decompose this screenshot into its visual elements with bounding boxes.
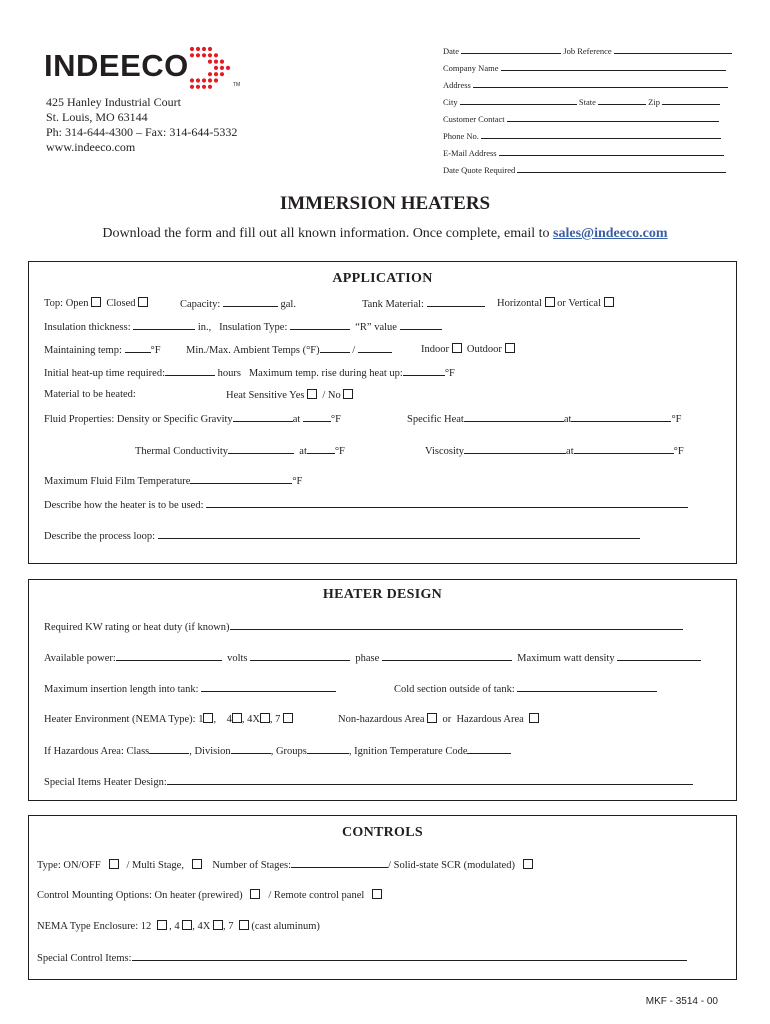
row-special-control: [37, 951, 687, 964]
date-label: Date: [443, 46, 460, 56]
groups-label: , Groups: [270, 746, 307, 757]
hazardous-checkbox[interactable]: [529, 713, 539, 723]
thermal-conductivity-field[interactable]: [228, 444, 294, 454]
r-value-field[interactable]: [400, 320, 442, 330]
company-website: www.indeeco.com: [46, 140, 136, 154]
max-insertion-label: Maximum insertion length into tank:: [44, 684, 199, 695]
or-label: or: [442, 714, 452, 725]
logo-wordmark: INDEECO: [44, 48, 189, 83]
enclosure-7-label: , 7: [222, 921, 234, 932]
city-label: City: [443, 97, 458, 107]
logo-dot: [208, 53, 212, 57]
row-available-power: [44, 651, 701, 664]
row-heat-sensitive: [226, 389, 353, 401]
special-control-field[interactable]: [132, 951, 687, 961]
row-control-type: [37, 858, 533, 871]
date-field[interactable]: [461, 45, 561, 54]
describe-loop-label: Describe the process loop:: [44, 531, 156, 542]
max-film-temp-label: Maximum Fluid Film Temperature: [44, 476, 191, 487]
page-title: IMMERSION HEATERS: [279, 193, 491, 214]
control-mounting-label: Control Mounting Options: On heater (prewired): [37, 890, 243, 901]
heat-sensitive-yes-checkbox[interactable]: [307, 389, 317, 399]
class-field[interactable]: [149, 744, 189, 754]
indeeco-logo: [44, 42, 244, 92]
row-material: [44, 389, 136, 400]
company-phone-fax: Ph: 314-644-4300 – Fax: 314-644-5332: [46, 125, 238, 139]
header-row-phone: [443, 130, 721, 141]
ignition-temp-code-label: , Ignition Temperature Code: [348, 746, 468, 757]
row-special-items: [44, 775, 693, 788]
number-of-stages-label: Number of Stages:: [212, 860, 292, 871]
deg-f-label: °F: [330, 414, 341, 425]
deg-f-label: °F: [671, 414, 682, 425]
zip-label: Zip: [648, 97, 660, 107]
nema-7-checkbox[interactable]: [283, 713, 293, 723]
outdoor-checkbox[interactable]: [505, 343, 515, 353]
logo-dot: [214, 60, 218, 64]
initial-heatup-field[interactable]: [165, 366, 215, 376]
logo-dot: [214, 78, 218, 82]
viscosity-field[interactable]: [464, 444, 566, 454]
header-row-company: [443, 62, 726, 73]
solid-state-label: / Solid-state SCR (modulated): [388, 860, 515, 871]
row-maintaining-temp: [44, 343, 161, 356]
row-control-mounting: [37, 889, 382, 901]
specific-heat-field[interactable]: [464, 412, 564, 422]
logo-dot: [202, 47, 206, 51]
at-label: at: [563, 414, 572, 425]
fluid-properties-label: Fluid Properties: Density or Specific Gravity: [44, 414, 233, 425]
row-indoor-outdoor: [421, 343, 515, 355]
row-enclosure: [37, 920, 320, 932]
logo-dot: [214, 53, 218, 57]
multi-stage-label: / Multi Stage,: [126, 860, 184, 871]
thermal-conductivity-label: Thermal Conductivity: [135, 446, 229, 457]
nema-4-checkbox[interactable]: [232, 713, 242, 723]
row-top-open: [44, 297, 148, 309]
vertical-checkbox[interactable]: [604, 297, 614, 307]
row-tank-material: [362, 297, 485, 310]
hazardous-class-label: If Hazardous Area: Class: [44, 746, 150, 757]
indoor-checkbox[interactable]: [452, 343, 462, 353]
email-address-label: E-Mail Address: [443, 148, 497, 158]
viscosity-temp-field[interactable]: [574, 444, 674, 454]
r-value-label: “R” value: [355, 322, 397, 333]
row-orientation: [497, 297, 614, 309]
city-field[interactable]: [460, 96, 577, 105]
heater-design-heading: HEATER DESIGN: [322, 587, 443, 602]
customer-contact-label: Customer Contact: [443, 114, 505, 124]
nema-enclosure-label: NEMA Type Enclosure: 12: [37, 921, 152, 932]
state-field[interactable]: [598, 96, 646, 105]
cold-section-field[interactable]: [517, 682, 657, 692]
date-quote-required-field[interactable]: [517, 164, 726, 173]
logo-dot: [202, 78, 206, 82]
max-temp-rise-field[interactable]: [403, 366, 445, 376]
nema-4x-label: , 4X: [241, 714, 260, 725]
row-specific-heat: [407, 412, 681, 425]
enclosure-4-checkbox[interactable]: [182, 920, 192, 930]
maintaining-temp-label: Maintaining temp:: [44, 345, 122, 356]
logo-dot: [190, 85, 194, 89]
ambient-min-field[interactable]: [320, 343, 350, 353]
logo-dot: [220, 60, 224, 64]
capacity-field[interactable]: [223, 297, 278, 307]
row-area: [338, 713, 539, 725]
job-reference-field[interactable]: [614, 45, 732, 54]
closed-label: Closed: [106, 298, 136, 309]
email-address-field[interactable]: [499, 147, 724, 156]
indoor-label: Indoor: [421, 344, 449, 355]
application-heading: APPLICATION: [332, 271, 433, 286]
ambient-max-field[interactable]: [358, 343, 392, 353]
row-thermal-conductivity: [135, 444, 345, 457]
non-hazardous-checkbox[interactable]: [427, 713, 437, 723]
kw-rating-label: Required KW rating or heat duty (if known): [44, 622, 230, 633]
number-of-stages-field[interactable]: [291, 858, 388, 868]
row-describe-use: [44, 498, 688, 511]
logo-dot: [214, 72, 218, 76]
date-quote-required-label: Date Quote Required: [443, 165, 516, 175]
closed-checkbox[interactable]: [138, 297, 148, 307]
enclosure-4-label: , 4: [169, 921, 180, 932]
logo-dot: [208, 60, 212, 64]
deg-f-label: °F: [444, 368, 455, 379]
available-power-label: Available power:: [44, 653, 116, 664]
customer-contact-field[interactable]: [507, 113, 719, 122]
row-insertion: [44, 682, 336, 695]
row-cold-section: [394, 682, 657, 695]
row-describe-loop: [44, 529, 640, 542]
tank-material-label: Tank Material:: [362, 299, 424, 310]
specific-heat-label: Specific Heat: [407, 414, 464, 425]
phone-no-label: Phone No.: [443, 131, 479, 141]
solid-state-checkbox[interactable]: [523, 859, 533, 869]
logo-dot: [202, 85, 206, 89]
capacity-label: Capacity:: [180, 299, 221, 310]
insulation-thickness-field[interactable]: [133, 320, 195, 330]
logo-dot-arrow-icon: [188, 45, 241, 91]
deg-f-label: °F: [150, 345, 161, 356]
phase-field[interactable]: [382, 651, 512, 661]
logo-trademark: TM: [233, 82, 241, 88]
describe-loop-field[interactable]: [158, 529, 640, 539]
horizontal-checkbox[interactable]: [545, 297, 555, 307]
groups-field[interactable]: [307, 744, 349, 754]
max-watt-density-label: Maximum watt density: [517, 653, 615, 664]
logo-dot: [196, 78, 200, 82]
ignition-temp-code-field[interactable]: [467, 744, 511, 754]
phase-label: phase: [355, 653, 380, 664]
sales-email-link[interactable]: sales@indeeco.com: [553, 226, 668, 241]
remote-panel-label: / Remote control panel: [268, 890, 365, 901]
slash-label: /: [352, 345, 356, 356]
row-ambient: [186, 343, 392, 356]
header-row-contact: [443, 113, 719, 124]
instructions-text: [0, 226, 770, 242]
header-row-address: [443, 79, 728, 90]
nema-environment-label: Heater Environment (NEMA Type): 1: [44, 714, 204, 725]
row-film-temp: [44, 474, 302, 487]
division-label: , Division: [189, 746, 231, 757]
company-name-label: Company Name: [443, 63, 499, 73]
hazardous-label: Hazardous Area: [456, 714, 524, 725]
logo-dot: [208, 72, 212, 76]
tank-material-field[interactable]: [427, 297, 485, 307]
at-label: at: [292, 414, 301, 425]
row-environment: Heater Environment (NEMA Type): 1 , 4 , 4X , 7: [44, 713, 293, 725]
heat-sensitive-label: Heat Sensitive Yes: [226, 390, 305, 401]
horizontal-label: Horizontal: [497, 298, 542, 309]
describe-use-field[interactable]: [206, 498, 688, 508]
enclosure-4x-checkbox[interactable]: [213, 920, 223, 930]
deg-f-label: °F: [673, 446, 684, 457]
enclosure-4x-label: , 4X: [192, 921, 211, 932]
row-kw-rating: [44, 620, 683, 633]
maintaining-temp-field[interactable]: [125, 343, 151, 353]
logo-dot: [196, 47, 200, 51]
header-row-date: [443, 45, 732, 56]
row-capacity: [180, 297, 296, 310]
heat-sensitive-no-label: / No: [322, 390, 341, 401]
volts-label: volts: [227, 653, 248, 664]
header-row-city: [443, 96, 720, 107]
enclosure-12-checkbox[interactable]: [157, 920, 167, 930]
cast-aluminum-label: (cast aluminum): [251, 921, 320, 932]
company-name-field[interactable]: [501, 62, 726, 71]
at-label: at: [299, 446, 307, 457]
initial-heatup-label: Initial heat-up time required:: [44, 368, 165, 379]
logo-dot: [190, 53, 194, 57]
header-row-date-quote: [443, 164, 726, 175]
address-label: Address: [443, 80, 471, 90]
row-heatup: [44, 366, 455, 379]
logo-dot: [190, 78, 194, 82]
max-temp-rise-label: Maximum temp. rise during heat up:: [248, 368, 403, 379]
job-reference-label: Job Reference: [563, 46, 612, 56]
heat-sensitive-no-checkbox[interactable]: [343, 389, 353, 399]
row-fluid-properties: [44, 412, 341, 425]
nema-1-checkbox[interactable]: [203, 713, 213, 723]
hours-label: hours: [217, 368, 241, 379]
at-label: at: [566, 446, 574, 457]
row-hazardous-class: [44, 744, 511, 757]
special-items-label: Special Items Heater Design:: [44, 777, 167, 788]
special-items-field[interactable]: [167, 775, 693, 785]
logo-dot: [226, 66, 230, 70]
vertical-label: or Vertical: [557, 298, 601, 309]
controls-heading: CONTROLS: [342, 825, 423, 840]
on-off-label: Type: ON/OFF: [37, 860, 101, 871]
max-film-temp-field[interactable]: [190, 474, 292, 484]
logo-dot: [208, 47, 212, 51]
special-control-label: Special Control Items:: [37, 953, 132, 964]
in-label: in.,: [197, 322, 212, 333]
logo-dot: [196, 85, 200, 89]
remote-panel-checkbox[interactable]: [372, 889, 382, 899]
instructions-body: Download the form and fill out all known information. Once complete, email to: [102, 226, 550, 241]
logo-dot: [208, 78, 212, 82]
logo-dot: [190, 47, 194, 51]
row-viscosity: [425, 444, 684, 457]
ambient-temps-label: Min./Max. Ambient Temps (°F): [186, 345, 320, 356]
nema-4x-checkbox[interactable]: [260, 713, 270, 723]
density-temp-field[interactable]: [303, 412, 331, 422]
max-watt-density-field[interactable]: [617, 651, 701, 661]
deg-f-label: °F: [334, 446, 345, 457]
logo-dot: [208, 85, 212, 89]
max-insertion-field[interactable]: [201, 682, 336, 692]
cold-section-label: Cold section outside of tank:: [394, 684, 515, 695]
address-field[interactable]: [473, 79, 728, 88]
state-label: State: [578, 97, 596, 107]
kw-rating-field[interactable]: [230, 620, 683, 630]
outdoor-label: Outdoor: [466, 344, 502, 355]
nema-7-label: , 7: [269, 714, 281, 725]
deg-f-label: °F: [292, 476, 303, 487]
on-heater-checkbox[interactable]: [250, 889, 260, 899]
viscosity-label: Viscosity: [425, 446, 465, 457]
phone-no-field[interactable]: [481, 130, 721, 139]
density-field[interactable]: [233, 412, 293, 422]
insulation-type-label: Insulation Type:: [219, 322, 288, 333]
gal-label: gal.: [280, 299, 296, 310]
zip-field[interactable]: [662, 96, 720, 105]
top-open-checkbox[interactable]: [91, 297, 101, 307]
company-address-line2: St. Louis, MO 63144: [46, 110, 148, 124]
logo-dot: [214, 66, 218, 70]
material-heated-label: Material to be heated:: [44, 389, 136, 400]
available-power-field[interactable]: [116, 651, 222, 661]
describe-use-label: Describe how the heater is to be used:: [44, 500, 204, 511]
logo-dot: [196, 53, 200, 57]
volts-field[interactable]: [250, 651, 350, 661]
insulation-thickness-label: Insulation thickness:: [44, 322, 131, 333]
division-field[interactable]: [231, 744, 271, 754]
logo-dot: [220, 72, 224, 76]
non-hazardous-label: Non-hazardous Area: [338, 714, 425, 725]
specific-heat-temp-field[interactable]: [571, 412, 671, 422]
company-address-line1: 425 Hanley Industrial Court: [46, 95, 181, 109]
form-code: MKF - 3514 - 00: [645, 996, 718, 1007]
logo-dot: [202, 53, 206, 57]
insulation-type-field[interactable]: [290, 320, 350, 330]
top-open-label: Top: Open: [44, 298, 89, 309]
logo-dot: [220, 66, 224, 70]
nema-4-label: 4: [226, 714, 232, 725]
enclosure-7-checkbox[interactable]: [239, 920, 249, 930]
header-row-email: [443, 147, 724, 158]
thermal-conductivity-temp-field[interactable]: [307, 444, 335, 454]
on-off-checkbox[interactable]: [109, 859, 119, 869]
row-insulation: [44, 320, 442, 333]
multi-stage-checkbox[interactable]: [192, 859, 202, 869]
